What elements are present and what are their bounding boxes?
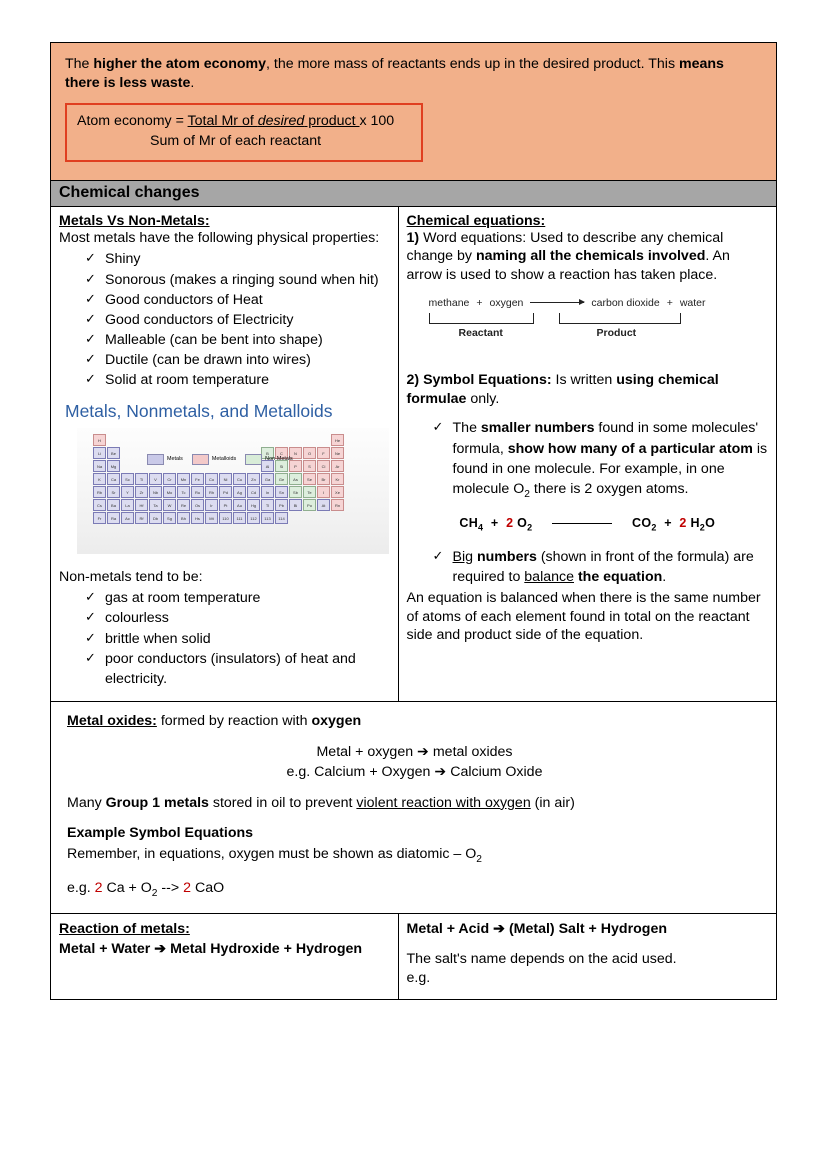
list-item: ✓ Good conductors of Heat <box>85 290 390 310</box>
legend-label-nonmetals: Non-Metals <box>265 456 293 463</box>
metal-oxides-block <box>51 702 776 914</box>
legend-swatch-metals <box>147 454 164 465</box>
table-row <box>93 473 345 485</box>
table-cell-element: 110 <box>219 512 232 524</box>
bullet1-text-1: The <box>452 420 481 437</box>
metals-intro: Most metals have the following physical properties: <box>59 229 380 246</box>
table-cell-empty <box>303 434 316 446</box>
table-cell-empty <box>191 434 204 446</box>
table-cell-element: Rb <box>93 486 106 498</box>
plus-sign-2: + <box>666 296 673 309</box>
bullet2-underline-1: Big <box>452 548 474 565</box>
diatomic-subscript: 2 <box>476 853 482 865</box>
table-cell-element: Y <box>121 486 134 498</box>
product-label: Product <box>596 326 637 339</box>
figure-legend <box>147 454 302 465</box>
figure-title: Metals, Nonmetals, and Metalloids <box>65 400 333 421</box>
table-cell-element: Ag <box>233 486 246 498</box>
table-cell-element: Ne <box>331 447 344 459</box>
bullet2-text-2: . <box>662 568 667 585</box>
sym-eq-number: 2) Symbol Equations: <box>406 371 552 388</box>
calcium-oxide-equation <box>67 878 762 902</box>
table-cell-empty <box>121 434 134 446</box>
sub-co2: 2 <box>651 522 657 533</box>
table-cell-element: Mg <box>107 460 120 472</box>
table-cell-element: Rf <box>135 512 148 524</box>
metal-properties-list <box>59 249 390 390</box>
intro-bold-2: means there is less waste <box>65 56 724 92</box>
table-cell-empty <box>149 434 162 446</box>
example-symbol-equations-heading: Example Symbol Equations <box>67 825 254 842</box>
group1-underline: violent reaction with oxygen <box>356 794 531 811</box>
table-cell-element: Fr <box>93 512 106 524</box>
section-title-bar <box>51 180 776 207</box>
legend-label-metals: Metals <box>167 456 183 463</box>
list-item: ✓ Good conductors of Electricity <box>85 310 390 330</box>
table-cell-element: In <box>261 486 274 498</box>
sub-o2: 2 <box>527 522 533 533</box>
word-equations-paragraph <box>407 229 768 285</box>
table-cell-element: Rh <box>205 486 218 498</box>
sym-eq-text-1: Is written <box>551 371 617 388</box>
intro-text-3: . <box>190 75 195 92</box>
table-cell-element: Sb <box>289 486 302 498</box>
symbol-equation-bullets-2 <box>407 547 768 587</box>
bullet1-text-2: found in some molecules' formula, <box>452 420 759 457</box>
formula-denominator-row <box>77 132 411 151</box>
table-cell-element: Kr <box>331 473 344 485</box>
word-eq-text-2: . An arrow is used to show a reaction has taken place. <box>406 248 730 284</box>
sub-ch4: 4 <box>478 522 484 533</box>
table-cell-element: Fe <box>191 473 204 485</box>
formula-h2o-o: O <box>705 516 716 531</box>
table-cell-element: Al <box>261 460 274 472</box>
table-cell-element: Bi <box>289 499 302 511</box>
table-cell-empty <box>219 434 232 446</box>
table-cell-element: Sg <box>163 512 176 524</box>
list-item: ✓ Solid at room temperature <box>85 370 390 390</box>
table-cell-empty <box>317 434 330 446</box>
table-cell-element: Ga <box>261 473 274 485</box>
symbol-equation-bullets-1 <box>407 418 768 502</box>
reactant-brace-icon <box>429 313 534 324</box>
table-cell-element: Po <box>303 499 316 511</box>
table-cell-empty <box>135 434 148 446</box>
bullet2-bold-1: numbers <box>473 548 537 565</box>
table-cell-element: Hf <box>135 499 148 511</box>
eg-coefficient-1: 2 <box>94 879 103 896</box>
table-cell-element: Sr <box>107 486 120 498</box>
intro-text-1: The <box>65 56 94 72</box>
table-cell-empty <box>261 434 274 446</box>
salt-name-note: The salt's name depends on the acid used. <box>406 950 677 967</box>
table-cell-element: Xe <box>331 486 344 498</box>
table-cell-element: Mn <box>177 473 190 485</box>
formula-o2: O <box>517 516 528 531</box>
symbol-equations-paragraph <box>407 371 768 408</box>
table-cell-empty <box>275 434 288 446</box>
table-cell-element: V <box>149 473 162 485</box>
list-item: ✓ Sonorous (makes a ringing sound when hit) <box>85 270 390 290</box>
table-cell-empty <box>107 434 120 446</box>
reaction-of-metals-area <box>51 914 776 999</box>
periodic-table-grid <box>93 434 345 525</box>
table-cell-element: Br <box>317 473 330 485</box>
eg-text-1: Ca + O <box>102 879 152 896</box>
reaction-of-metals-heading: Reaction of metals: <box>59 921 190 938</box>
plus-sign-1: + <box>476 296 483 309</box>
formula-co2: CO <box>632 516 652 531</box>
eg-text-3: CaO <box>191 879 225 896</box>
formula-h2o: H <box>690 516 700 531</box>
group1-text-3: (in air) <box>530 794 575 811</box>
legend-label-metalloids: Metalloids <box>211 456 237 463</box>
table-cell-element: Ta <box>149 499 162 511</box>
table-cell-element: P <box>289 460 302 472</box>
table-cell-empty <box>247 434 260 446</box>
sym-eq-text-2: only. <box>466 390 500 407</box>
list-item: ✓ gas at room temperature <box>85 588 390 608</box>
table-cell-empty <box>289 434 302 446</box>
table-cell-element: I <box>317 486 330 498</box>
table-cell-element: Re <box>177 499 190 511</box>
table-cell-element: Tl <box>261 499 274 511</box>
table-cell-element: At <box>317 499 330 511</box>
table-cell-empty <box>163 434 176 446</box>
table-cell-element: Pb <box>275 499 288 511</box>
chemical-equations-heading: Chemical equations: <box>406 212 546 229</box>
legend-swatch-nonmetals <box>245 454 262 465</box>
eg-subscript: 2 <box>151 887 158 899</box>
table-cell-element: Pd <box>219 486 232 498</box>
formula-multiplier: x 100 <box>359 113 395 130</box>
table-cell-element: Se <box>303 473 316 485</box>
table-cell-element: K <box>93 473 106 485</box>
table-cell-element: Zn <box>247 473 260 485</box>
list-item: ✓ brittle when solid <box>85 629 390 649</box>
atom-economy-formula-box <box>65 103 423 161</box>
table-cell-empty <box>205 434 218 446</box>
metal-water-equation: Metal + Water ➔ Metal Hydroxide + Hydrogen <box>59 940 363 957</box>
table-cell-element: Pt <box>219 499 232 511</box>
formula-numerator-row <box>77 112 411 131</box>
table-cell-element: He <box>331 434 344 446</box>
formula-denominator: Sum of Mr of each reactant <box>150 132 322 149</box>
table-cell-element: Ti <box>135 473 148 485</box>
list-item <box>433 418 768 502</box>
table-cell-element: As <box>289 473 302 485</box>
metals-vs-nonmetals-column <box>51 207 399 701</box>
reaction-arrow-icon <box>530 302 584 303</box>
table-cell-element: Ra <box>107 512 120 524</box>
plus-sign-eq-1: + <box>490 516 499 531</box>
equation-arrow-icon <box>552 523 612 524</box>
reactant-1: methane <box>428 296 470 309</box>
table-cell-element: Li <box>93 447 106 459</box>
bullet1-bold-2: show how many of a particular atom <box>507 440 753 457</box>
group1-text-2: stored in oil to prevent <box>208 794 357 811</box>
table-cell-empty <box>177 434 190 446</box>
revision-sheet <box>50 42 777 1000</box>
eg-label: e.g. <box>67 879 95 896</box>
plus-sign-eq-2: + <box>664 516 672 531</box>
periodic-table-figure <box>59 401 389 554</box>
table-cell-element: Tc <box>177 486 190 498</box>
table-cell-element: B <box>261 447 274 459</box>
section-title: Chemical changes <box>59 183 200 201</box>
table-cell-element: Hg <box>247 499 260 511</box>
table-cell-element: 111 <box>233 512 246 524</box>
table-cell-element: Co <box>205 473 218 485</box>
table-cell-element: Cu <box>233 473 246 485</box>
table-cell-empty <box>121 460 134 472</box>
figure-body <box>77 428 389 554</box>
table-cell-element: Mt <box>205 512 218 524</box>
table-cell-element: O <box>303 447 316 459</box>
table-cell-element: Zr <box>135 486 148 498</box>
table-row <box>93 512 345 524</box>
table-cell-empty <box>233 434 246 446</box>
table-cell-empty <box>121 447 134 459</box>
table-cell-element: La <box>121 499 134 511</box>
word-equation-diagram <box>407 291 768 367</box>
table-cell-element: Au <box>233 499 246 511</box>
table-cell-element: Ac <box>121 512 134 524</box>
table-cell-element: Sc <box>121 473 134 485</box>
table-cell-element: 113 <box>261 512 274 524</box>
table-row <box>93 486 345 498</box>
chemical-equations-column <box>399 207 776 701</box>
table-cell-element: Ru <box>191 486 204 498</box>
numerator-post: product <box>304 113 360 130</box>
table-cell-element: W <box>163 499 176 511</box>
atom-economy-panel <box>51 43 776 180</box>
group1-text-1: Many <box>67 794 106 811</box>
numerator-emphasis: desired <box>257 113 305 130</box>
main-two-column-area <box>51 207 776 702</box>
table-row <box>93 499 345 511</box>
table-cell-element: Db <box>149 512 162 524</box>
table-cell-element: Nb <box>149 486 162 498</box>
metal-oxide-word-equation: Metal + oxygen ➔ metal oxides <box>316 743 513 760</box>
bullet1-subscript: 2 <box>524 488 530 500</box>
table-cell-element: Cl <box>317 460 330 472</box>
table-cell-element: Sn <box>275 486 288 498</box>
eg-text-2: --> <box>157 879 184 896</box>
atom-economy-intro <box>65 55 762 93</box>
sub-h2o: 2 <box>699 522 706 533</box>
reaction-with-acid-column <box>399 914 776 999</box>
coefficient-h2o: 2 <box>679 516 687 531</box>
table-cell-element: Rn <box>331 499 344 511</box>
table-cell-element: S <box>303 460 316 472</box>
bullet2-bold-2: the equation <box>574 568 663 585</box>
bullet1-bold-1: smaller numbers <box>480 420 595 437</box>
word-eq-text-1: Word equations: Used to describe any chemical change by <box>406 229 724 265</box>
table-cell-element: Ca <box>107 473 120 485</box>
coefficient-o2: 2 <box>506 516 514 531</box>
table-cell-element: 114 <box>275 512 288 524</box>
word-equation-row <box>429 297 713 309</box>
legend-swatch-metalloids <box>192 454 209 465</box>
methane-combustion-equation <box>407 516 768 533</box>
list-item: ✓ Malleable (can be bent into shape) <box>85 330 390 350</box>
table-cell-element: Si <box>275 460 288 472</box>
table-cell-element: Ar <box>331 460 344 472</box>
table-cell-element: Os <box>191 499 204 511</box>
product-2: water <box>679 296 706 309</box>
reactant-2: oxygen <box>489 296 524 309</box>
reactant-label: Reactant <box>458 326 503 339</box>
group1-metals-note <box>67 793 762 814</box>
product-brace-icon <box>559 313 681 324</box>
reaction-with-water-column <box>51 914 399 999</box>
word-eq-number: 1) <box>406 229 420 246</box>
metal-oxide-example-equation: e.g. Calcium + Oxygen ➔ Calcium Oxide <box>286 764 543 781</box>
table-cell-element: Ni <box>219 473 232 485</box>
list-item: ✓ poor conductors (insulators) of heat and electricity. <box>85 649 390 689</box>
balanced-equation-explanation: An equation is balanced when there is the same number of atoms of each element found in total on the reactant side and product side of the equation. <box>406 589 761 644</box>
table-cell-element: Cs <box>93 499 106 511</box>
bullet2-underline-2: balance <box>524 568 574 585</box>
bullet2-text-1: (shown in front of the formula) are required to <box>452 548 754 585</box>
table-cell-element: Hs <box>191 512 204 524</box>
metal-oxides-heading-text: formed by reaction with <box>156 713 312 730</box>
metals-heading: Metals Vs Non-Metals: <box>59 212 210 229</box>
list-item: ✓ colourless <box>85 608 390 628</box>
table-cell-element: H <box>93 434 106 446</box>
diatomic-reminder <box>67 844 762 868</box>
table-cell-element: F <box>317 447 330 459</box>
table-cell-element: Cr <box>163 473 176 485</box>
table-cell-element: 112 <box>247 512 260 524</box>
formula-numerator <box>188 113 360 129</box>
table-cell-element: Ge <box>275 473 288 485</box>
table-cell-empty <box>289 512 302 524</box>
intro-bold-1: higher the atom economy <box>93 56 267 72</box>
numerator-pre: Total Mr of <box>187 113 258 130</box>
table-cell-element: Ba <box>107 499 120 511</box>
table-cell-element: Bh <box>177 512 190 524</box>
metal-oxides-heading: Metal oxides: <box>67 713 157 730</box>
table-cell-element: Na <box>93 460 106 472</box>
bullet1-text-3: is found in one molecule. For example, in one molecule O <box>452 440 768 497</box>
table-cell-element: Te <box>303 486 316 498</box>
eg-placeholder: e.g. <box>406 970 431 987</box>
table-row <box>93 434 345 446</box>
table-cell-element: Mo <box>163 486 176 498</box>
list-item: ✓ Shiny <box>85 249 390 269</box>
table-cell-element: C <box>275 447 288 459</box>
formula-ch4: CH <box>459 516 479 531</box>
product-1: carbon dioxide <box>591 296 660 309</box>
formula-label: Atom economy = <box>77 113 188 130</box>
table-cell-element: Be <box>107 447 120 459</box>
table-cell-empty <box>317 512 330 524</box>
metal-oxides-heading-row <box>67 711 762 732</box>
list-item: ✓ Ductile (can be drawn into wires) <box>85 350 390 370</box>
intro-text-2: , the more mass of reactants ends up in the desired product. This <box>266 56 679 72</box>
table-cell-empty <box>331 512 344 524</box>
group1-bold: Group 1 metals <box>105 794 209 811</box>
metal-acid-equation: Metal + Acid ➔ (Metal) Salt + Hydrogen <box>406 921 667 938</box>
metal-oxides-heading-bold: oxygen <box>311 713 362 730</box>
sym-eq-bold: using chemical formulae <box>406 371 719 407</box>
diatomic-text: Remember, in equations, oxygen must be shown as diatomic – O <box>67 846 477 862</box>
table-cell-element: N <box>289 447 302 459</box>
list-item <box>433 547 768 587</box>
table-cell-empty <box>303 512 316 524</box>
eg-coefficient-2: 2 <box>183 879 191 896</box>
nonmetal-properties-list <box>59 588 390 689</box>
bullet1-text-4: there is 2 oxygen atoms. <box>529 480 689 497</box>
nonmetals-intro: Non-metals tend to be: <box>59 568 203 585</box>
table-cell-element: Ir <box>205 499 218 511</box>
word-eq-bold: naming all the chemicals involved <box>475 248 706 265</box>
table-cell-element: Cd <box>247 486 260 498</box>
